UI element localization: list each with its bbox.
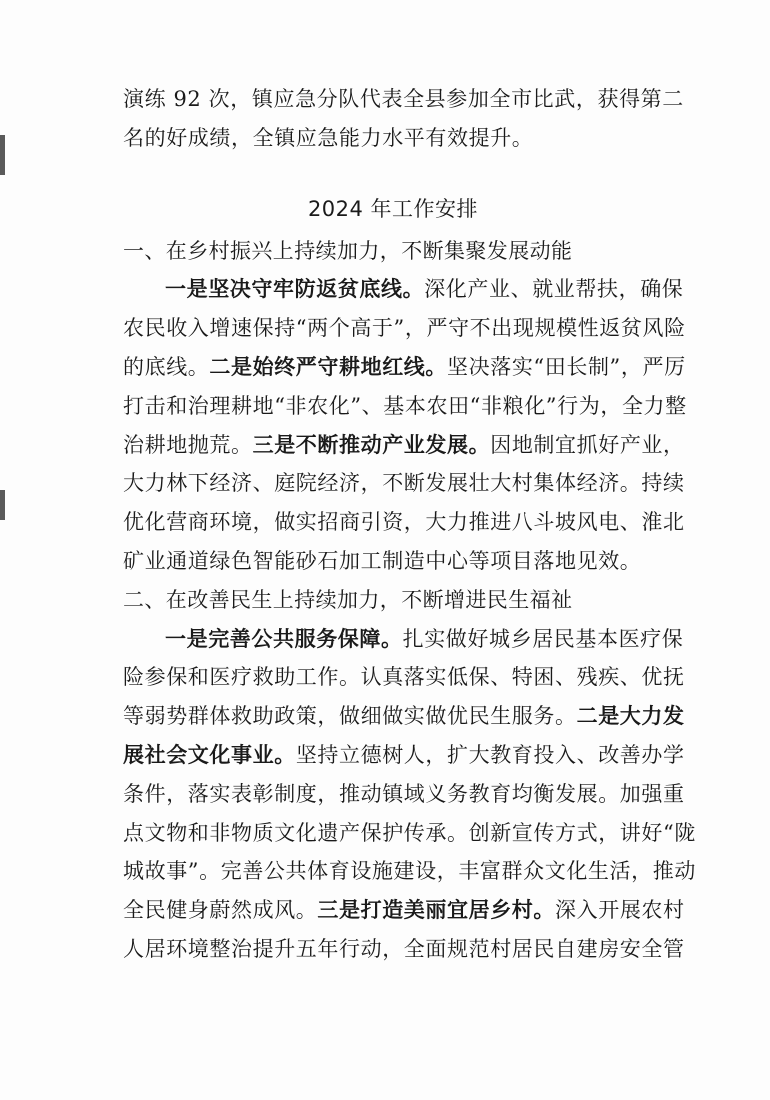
text-run: 扎实做好城乡居民基本医疗保	[402, 626, 684, 651]
text-line: 人居环境整治提升五年行动，全面规范村居民自建房安全管	[123, 936, 685, 961]
text-line	[123, 620, 684, 659]
bold-lead: 三是不断推动产业发展。	[252, 431, 491, 457]
text-line: 演练 92 次，镇应急分队代表全县参加全市比武，获得第二	[123, 87, 684, 111]
bold-lead: 展社会文化事业。	[123, 741, 296, 767]
text-run: 全民健身蔚然成风。	[123, 898, 318, 923]
text-line	[123, 348, 686, 387]
text-line: 矿业通道绿色智能砂石加工制造中心等项目落地见效。	[123, 548, 642, 573]
section-title: 一、在乡村振兴上持续加力，不断集聚发展动能	[123, 238, 573, 263]
scan-binding-mark	[0, 490, 5, 520]
text-run: 的底线。	[123, 354, 210, 379]
text-line: 打击和治理耕地“非农化”、基本农田“非粮化”行为，全力整	[123, 393, 687, 418]
text-line: 点文物和非物质文化遗产保护传承。创新宣传方式，讲好“陇	[123, 820, 696, 845]
bold-lead: 一是坚决守牢防返贫底线。	[165, 276, 425, 302]
text-run: 治耕地抛荒。	[123, 432, 253, 457]
text-run: 深入开展农村	[555, 898, 685, 923]
text-line: 城故事”。完善公共体育设施建设，丰富群众文化生活，推动	[123, 859, 696, 884]
text-run: 等弱势群体救助政策，做细做实做优民生服务。	[123, 704, 577, 729]
text-line	[123, 697, 685, 736]
text-run: 坚持立德树人，扩大教育投入、改善办学	[295, 742, 685, 767]
text-run: 深化产业、就业帮扶，确保	[424, 277, 684, 302]
text-line	[123, 426, 685, 465]
page-heading: 2024 年工作安排	[307, 196, 479, 221]
text-run: 因地制宜抓好产业，	[490, 432, 685, 457]
text-line: 优化营商环境，做实招商引资，大力推进八斗坡风电、淮北	[123, 510, 685, 535]
text-line: 险参保和医疗救助工作。认真落实低保、特困、残疾、优抚	[123, 665, 685, 690]
text-line: 农民收入增速保持“两个高于”，严守不出现规模性返贫风险	[123, 316, 686, 341]
scan-binding-mark	[0, 135, 5, 175]
text-line: 条件，落实表彰制度，推动镇域义务教育均衡发展。加强重	[123, 781, 685, 806]
text-line: 名的好成绩，全镇应急能力水平有效提升。	[123, 125, 534, 150]
text-run: 坚决落实“田长制”，严厉	[447, 354, 686, 379]
body-text	[123, 80, 696, 969]
bold-lead: 三是打造美丽宜居乡村。	[317, 897, 556, 923]
text-line: 大力林下经济、庭院经济，不断发展壮大村集体经济。持续	[123, 471, 685, 496]
text-line	[123, 891, 685, 930]
bold-lead: 一是完善公共服务保障。	[165, 625, 403, 651]
section-title: 二、在改善民生上持续加力，不断增进民生福祉	[123, 587, 573, 612]
text-line	[123, 270, 684, 309]
bold-lead: 二是始终严守耕地红线。	[209, 353, 448, 379]
text-line	[123, 736, 685, 775]
bold-lead: 二是大力发	[576, 703, 685, 729]
